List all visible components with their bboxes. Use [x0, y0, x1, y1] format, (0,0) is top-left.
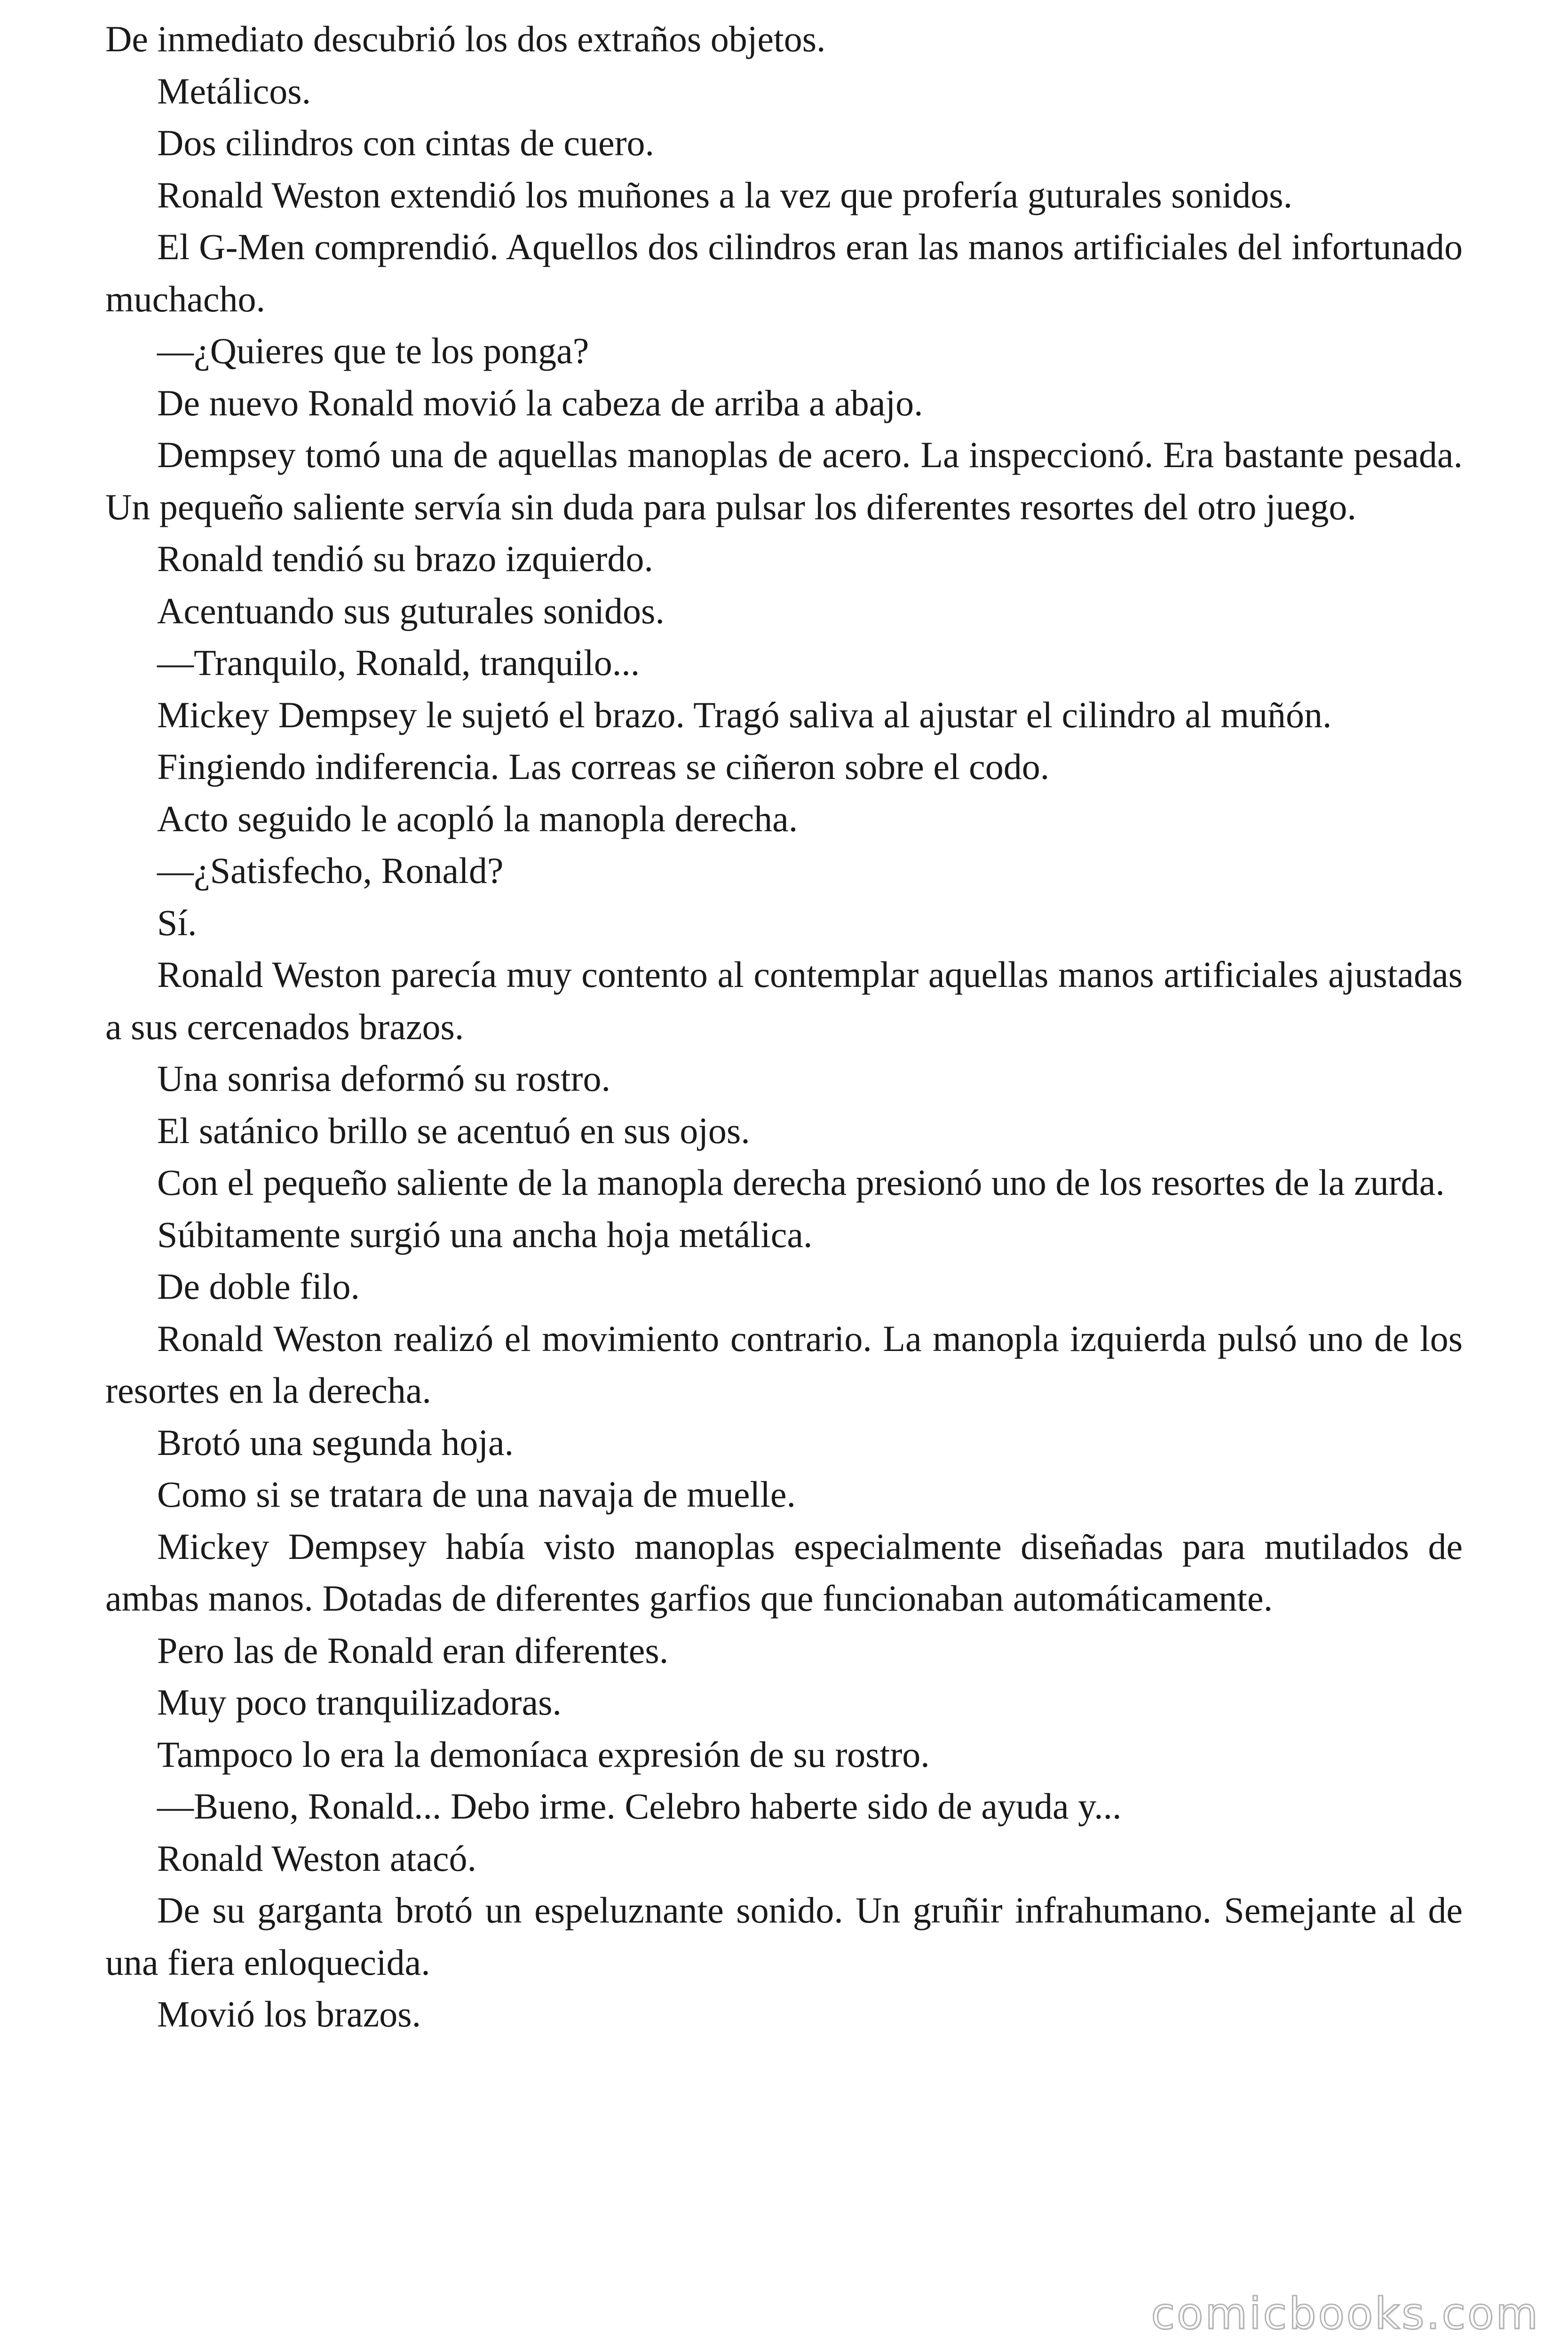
- paragraph: —Tranquilo, Ronald, tranquilo...: [157, 642, 640, 683]
- paragraph: De su garganta brotó un espeluznante sonido. Un gruñir infrahumano. Semejante al de una fiera enloquecida.: [105, 1890, 1463, 1983]
- paragraph: Ronald Weston realizó el movimiento contrario. La manopla izquierda pulsó uno de los resortes en la derecha.: [105, 1318, 1463, 1411]
- paragraph: Ronald tendió su brazo izquierdo.: [157, 538, 653, 579]
- paragraph: —Bueno, Ronald... Debo irme. Celebro haberte sido de ayuda y...: [157, 1786, 1122, 1827]
- paragraph: —¿Satisfecho, Ronald?: [157, 850, 504, 891]
- paragraph: Mickey Dempsey le sujetó el brazo. Tragó saliva al ajustar el cilindro al muñón.: [157, 694, 1332, 735]
- paragraph: Dos cilindros con cintas de cuero.: [157, 122, 655, 163]
- paragraph: Súbitamente surgió una ancha hoja metálica.: [157, 1214, 813, 1255]
- paragraph: Mickey Dempsey había visto manoplas especialmente diseñadas para mutilados de ambas manos. Dotadas de diferentes garfios que funcionaban automáticamente.: [105, 1526, 1463, 1619]
- paragraph: El satánico brillo se acentuó en sus ojos.: [157, 1110, 750, 1151]
- paragraph: Como si se tratara de una navaja de muelle.: [157, 1474, 796, 1515]
- paragraph: Ronald Weston parecía muy contento al contemplar aquellas manos artificiales ajustadas a sus cercenados brazos.: [105, 954, 1463, 1047]
- paragraph: Brotó una segunda hoja.: [157, 1422, 514, 1463]
- paragraph: Una sonrisa deformó su rostro.: [157, 1058, 610, 1099]
- paragraph: Acentuando sus guturales sonidos.: [157, 590, 665, 631]
- document-body: [105, 13, 1463, 2041]
- paragraph: Pero las de Ronald eran diferentes.: [157, 1629, 669, 1671]
- paragraph: Fingiendo indiferencia. Las correas se ciñeron sobre el codo.: [157, 746, 1050, 787]
- paragraph: De doble filo.: [157, 1266, 360, 1307]
- paragraph: Metálicos.: [157, 70, 311, 111]
- paragraph: Con el pequeño saliente de la manopla derecha presionó uno de los resortes de la zurda.: [157, 1162, 1445, 1203]
- paragraph: De nuevo Ronald movió la cabeza de arriba a abajo.: [157, 382, 923, 423]
- paragraph: Ronald Weston atacó.: [157, 1837, 476, 1879]
- paragraph: Acto seguido le acopló la manopla derecha.: [157, 798, 798, 839]
- paragraph: De inmediato descubrió los dos extraños objetos.: [105, 18, 826, 59]
- watermark: comicbooks.com: [1151, 2288, 1540, 2339]
- paragraph: Sí.: [157, 902, 197, 943]
- paragraph: Tampoco lo era la demoníaca expresión de su rostro.: [157, 1733, 930, 1775]
- paragraph: Muy poco tranquilizadoras.: [157, 1682, 562, 1723]
- paragraph: Movió los brazos.: [157, 1994, 421, 2034]
- paragraph: Ronald Weston extendió los muñones a la vez que profería guturales sonidos.: [157, 174, 1293, 215]
- paragraph: —¿Quieres que te los ponga?: [157, 330, 589, 371]
- paragraph: Dempsey tomó una de aquellas manoplas de acero. La inspeccionó. Era bastante pesada. Un pequeño saliente servía sin duda para pulsar los diferentes resortes del otro juego.: [105, 434, 1463, 527]
- paragraph: El G-Men comprendió. Aquellos dos cilindros eran las manos artificiales del infortunado muchacho.: [105, 226, 1463, 319]
